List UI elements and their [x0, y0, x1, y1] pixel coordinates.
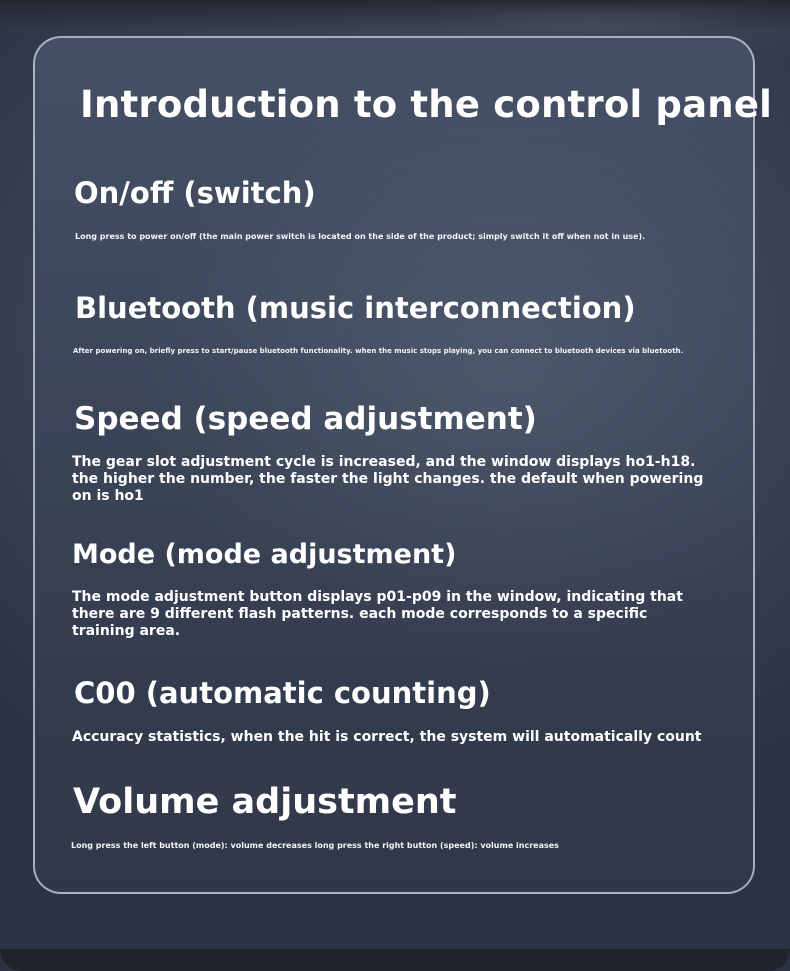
section-body-volume: Long press the left button (mode): volume decreases long press the right button (speed): volume increases — [71, 841, 559, 850]
section-heading-speed: Speed (speed adjustment) — [74, 401, 537, 437]
section-body-speed: The gear slot adjustment cycle is increased, and the window displays ho1-h18. the higher the number, the faster the light changes. the default when powering on is ho1 — [72, 454, 704, 504]
section-heading-mode: Mode (mode adjustment) — [72, 539, 457, 570]
section-heading-on-off: On/off (switch) — [74, 176, 316, 210]
section-heading-bluetooth: Bluetooth (music interconnection) — [75, 291, 636, 325]
top-shadow-strip — [0, 0, 790, 30]
section-heading-c00: C00 (automatic counting) — [74, 676, 491, 710]
section-body-on-off: Long press to power on/off (the main power switch is located on the side of the product; simply switch it off when not in use). — [75, 232, 646, 241]
section-body-c00: Accuracy statistics, when the hit is correct, the system will automatically count — [72, 729, 702, 745]
section-body-mode: The mode adjustment button displays p01-p09 in the window, indicating that there are 9 different flash patterns. each mode corresponds to a specific training area. — [72, 589, 683, 639]
control-panel-card — [33, 36, 773, 894]
section-heading-volume: Volume adjustment — [73, 782, 457, 822]
bottom-edge-strip — [0, 949, 790, 971]
page-title: Introduction to the control panel — [80, 83, 773, 126]
section-body-bluetooth: After powering on, briefly press to start/pause bluetooth functionality. when the music stops playing, you can connect to bluetooth devices via bluetooth. — [73, 347, 684, 355]
